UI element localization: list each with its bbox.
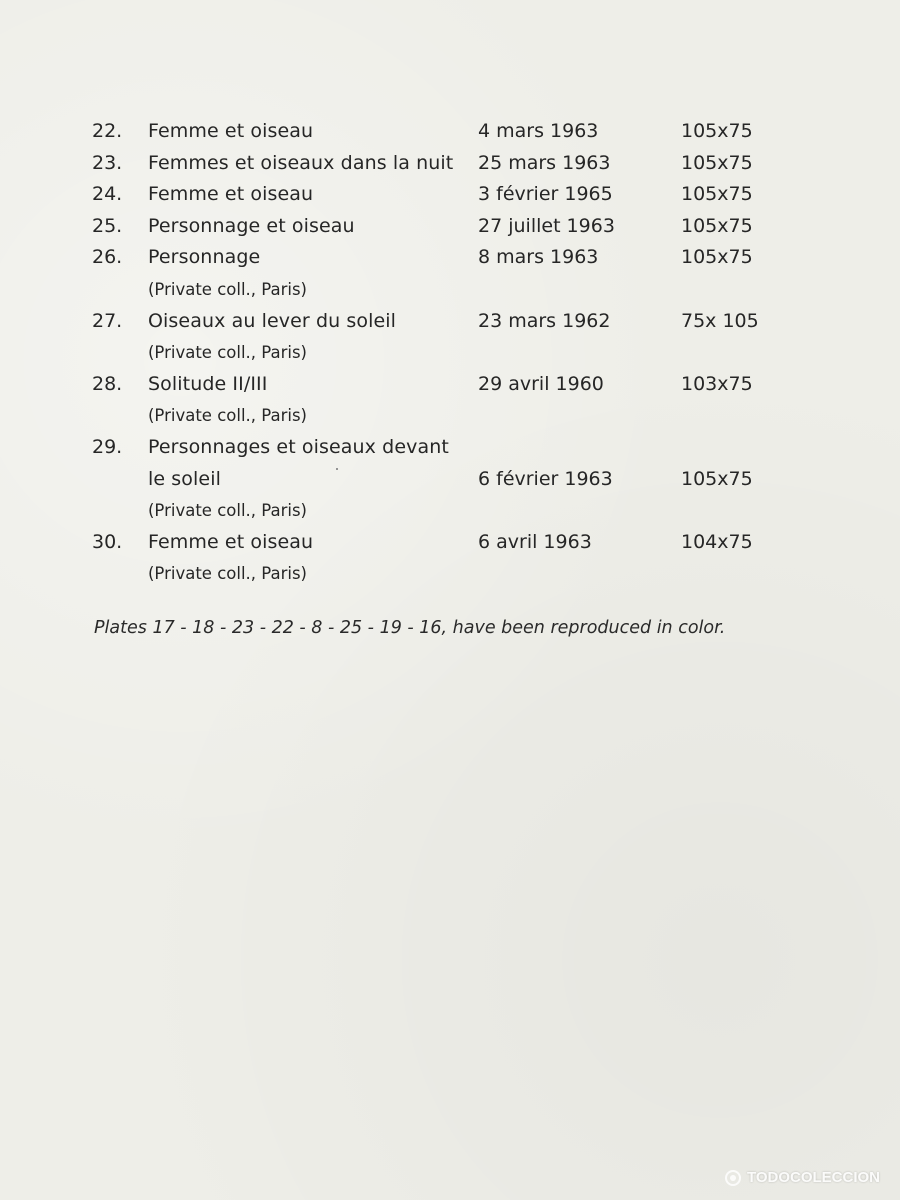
catalog-entry [0,148,900,180]
entry-line [0,274,900,306]
entry-line [0,558,900,590]
entry-number: 30. [92,530,123,553]
entry-line [0,400,900,432]
entry-size: 104x75 [681,530,753,553]
entry-title-continuation: le soleil [148,467,221,490]
entry-size: 105x75 [681,151,753,174]
entry-collection: (Private coll., Paris) [148,406,307,426]
entry-line [0,337,900,369]
catalog-entry [0,211,900,243]
entry-date: 6 avril 1963 [478,530,592,553]
entry-size: 105x75 [681,214,753,237]
catalog-entry [0,306,900,369]
watermark-logo-icon [725,1170,741,1186]
watermark-text: TODOCOLECCION [746,1169,880,1186]
entry-date: 27 juillet 1963 [478,214,615,237]
entry-title: Personnage et oiseau [148,214,355,237]
entry-size: 105x75 [681,246,753,269]
entry-line [0,495,900,527]
paper-speck [336,468,338,470]
entry-number: 24. [92,183,123,206]
entry-line [0,148,900,180]
entry-line [0,211,900,243]
entry-line [0,306,900,338]
entry-date: 4 mars 1963 [478,120,599,142]
entry-line [0,527,900,559]
entry-title: Femme et oiseau [148,183,314,206]
entry-collection: (Private coll., Paris) [148,564,307,584]
catalog-entry [0,369,900,432]
color-plates-footnote: Plates 17 - 18 - 23 - 22 - 8 - 25 - 19 - 16, have been reproduced in color. [94,618,726,638]
entry-size: 103x75 [681,372,753,395]
entry-line [0,432,900,464]
entry-title: Oiseaux au lever du soleil [148,309,397,332]
entry-number: 27. [92,309,123,332]
entry-number: 23. [92,151,123,174]
catalog-entry [0,432,900,527]
entry-number: 22. [92,120,123,142]
watermark [725,1169,880,1186]
entry-collection: (Private coll., Paris) [148,279,307,299]
entry-number: 25. [92,214,123,237]
entry-line [0,116,900,148]
entry-date: 6 février 1963 [478,467,613,490]
entry-title: Personnages et oiseaux devant [148,435,449,458]
entry-size: 105x75 [681,183,753,206]
catalog-entry [0,179,900,211]
catalog-entry [0,116,900,148]
entry-date: 3 février 1965 [478,183,613,206]
entry-size: 105x75 [681,467,753,490]
entry-number: 29. [92,435,123,458]
entry-title: Femme et oiseau [148,530,314,553]
entry-line [0,242,900,274]
entry-number: 28. [92,372,123,395]
entry-date: 8 mars 1963 [478,246,599,269]
entry-line [0,369,900,401]
entry-date: 25 mars 1963 [478,151,611,174]
entry-line [0,464,900,496]
entry-title: Personnage [148,246,261,269]
entry-size: 75x 105 [681,309,759,332]
entry-title: Femmes et oiseaux dans la nuit [148,151,454,174]
catalog-entry [0,242,900,305]
entry-number: 26. [92,246,123,269]
entry-date: 29 avril 1960 [478,372,604,395]
catalog-list [0,116,900,590]
entry-line [0,179,900,211]
entry-size: 105x75 [681,120,753,142]
entry-collection: (Private coll., Paris) [148,501,307,521]
entry-collection: (Private coll., Paris) [148,343,307,363]
entry-title: Solitude II/III [148,372,268,395]
entry-title: Femme et oiseau [148,120,314,142]
entry-date: 23 mars 1962 [478,309,611,332]
catalog-entry [0,527,900,590]
